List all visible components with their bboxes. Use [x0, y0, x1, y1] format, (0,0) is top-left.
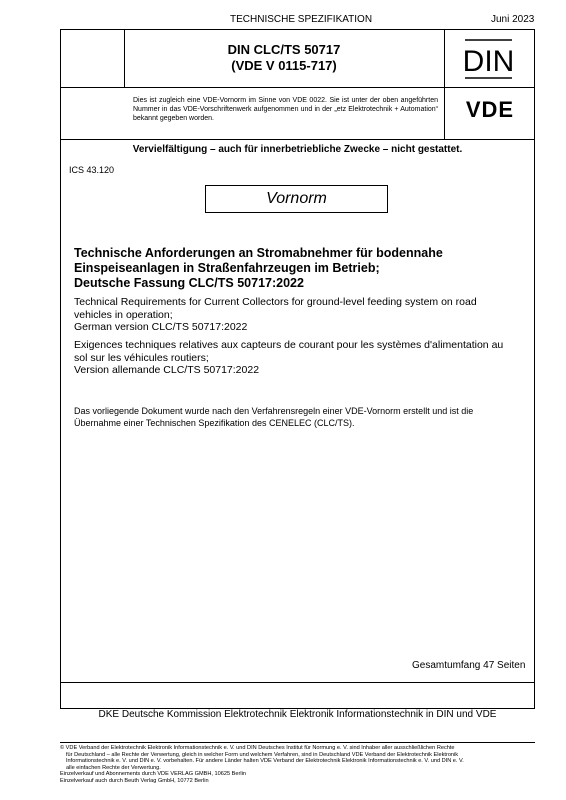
procedure-note-line: Übernahme einer Technischen Spezifikation des CENELEC (CLC/TS).: [74, 418, 355, 428]
title-french: [74, 339, 529, 377]
title-french-line: Version allemande CLC/TS 50717:2022: [74, 364, 260, 376]
footer-line: alle einfachen Rechte der Verwertung.: [66, 764, 161, 771]
footer-line: für Deutschland – alle Rechte der Verwertung, gleich in welcher Form und welchem Verfahren, sind in Deutschland VDE Verband der Elektrotechnik Elektronik: [66, 751, 459, 758]
procedure-note: [74, 405, 526, 429]
din-logo: [465, 38, 512, 80]
title-english-line: vehicles in operation;: [74, 308, 173, 321]
dke-line: DKE Deutsche Kommission Elektrotechnik Elektronik Informationstechnik in DIN und VDE: [98, 709, 497, 720]
title-german-line: Deutsche Fassung CLC/TS 50717:2022: [74, 276, 304, 290]
title-german-line: Technische Anforderungen an Stromabnehmer für bodennahe: [74, 246, 443, 260]
vde-logo: [456, 97, 524, 121]
title-english: [74, 296, 529, 334]
title-block-divider: [61, 87, 534, 88]
total-pages: Gesamtumfang 47 Seiten: [412, 660, 526, 671]
reproduction-notice: Vervielfältigung – auch für innerbetriebliche Zwecke – nicht gestattet.: [132, 144, 463, 155]
title-german-line: Einspeiseanlagen in Straßenfahrzeugen im Betrieb;: [74, 261, 380, 275]
vde-number: (VDE V 0115-717): [231, 58, 337, 73]
publication-date: Juni 2023: [491, 14, 535, 25]
vde-publication-note: Dies ist zugleich eine VDE-Vornorm im Sinne von VDE 0022. Sie ist unter der oben angeführten Nummer in das VDE-Vorschriftenwerk aufgenommen und in der „etz Elektrotechnik + Automation“ bekannt gegeben worden.: [133, 97, 438, 122]
document-type-label: TECHNISCHE SPEZIFIKATION: [230, 14, 373, 25]
title-english-line: Technical Requirements for Current Collectors for ground-level feeding system on road: [74, 296, 477, 308]
title-block-bottom-line: [61, 139, 534, 140]
title-english-line: German version CLC/TS 50717:2022: [74, 321, 248, 333]
footer-line: Einzelverkauf und Abonnements durch VDE VERLAG GMBH, 10625 Berlin: [60, 771, 246, 778]
footer-line: Informationstechnik e. V. und DIN e. V. vorbehalten. Für andere Länder halten VDE Verband der Elektrotechnik Elektronik Informationstechnik e. V. und DIN e. V.: [66, 758, 464, 765]
footer-divider: [61, 682, 534, 683]
ics-code: ICS 43.120: [69, 165, 115, 175]
footer-rule: [60, 742, 535, 743]
copyright-footer: [60, 745, 530, 785]
footer-line: Einzelverkauf auch durch Beuth Verlag GmbH, 10772 Berlin: [60, 777, 209, 784]
title-french-line: Exigences techniques relatives aux capteurs de courant pour les systèmes d'alimentation au: [74, 339, 504, 351]
title-right-divider: [444, 30, 445, 139]
din-number: DIN CLC/TS 50717: [227, 42, 341, 57]
svg-text:DIN: DIN: [465, 45, 512, 78]
svg-text:VDE: VDE: [465, 97, 515, 121]
footer-line: © VDE Verband der Elektrotechnik Elektronik Informationstechnik e. V. und DIN Deutsches Institut für Normung e. V. sind Inhaber aller ausschließlichen Rechte: [60, 745, 455, 751]
vornorm-label: Vornorm: [205, 185, 388, 213]
title-german: [74, 246, 524, 291]
procedure-note-line: Das vorliegende Dokument wurde nach den Verfahrensregeln einer VDE-Vornorm erstellt und ist die: [74, 406, 474, 416]
title-french-line: sol sur les véhicules routiers;: [74, 351, 209, 364]
